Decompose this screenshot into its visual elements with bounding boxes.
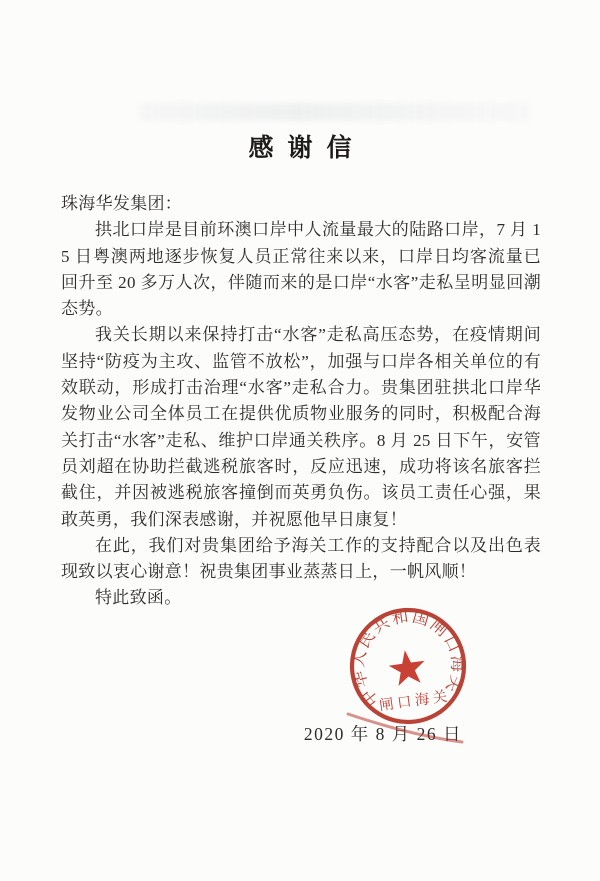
salutation: 珠海华发集团： bbox=[61, 194, 183, 213]
scan-bleed-artifact bbox=[140, 103, 530, 121]
seal-ring-text: 中华人民共和国闸口海关 bbox=[348, 606, 468, 711]
letter-date: 2020 年 8 月 26 日 bbox=[303, 724, 462, 744]
paragraph: 我关长期以来保持打击“水客”走私高压态势，在疫情期间坚持“防疫为主攻、监管不放松”，加强与口岸各相关单位的有效联动，形成打击治理“水客”走私合力。贵集团驻拱北口岸华发物业公司全体员工在提供优质物业服务的同时，积极配合海关打击“水客”走私、维护口岸通关秩序。8 月 25 日下午，安管员刘超在协助拦截逃税旅客时，反应迅速，成功将该名旅客拦截住，并因被逃税旅客撞倒而英勇负伤。该员工责任心强，果敢英勇，我们深表感谢，并祝愿他早日康复！ bbox=[61, 325, 541, 529]
paragraph: 在此，我们对贵集团给予海关工作的支持配合以及出色表现致以衷心谢意！祝贵集团事业蒸蒸日上，一帆风顺！ bbox=[61, 535, 541, 582]
paragraph: 特此致函。 bbox=[95, 588, 182, 608]
letter-title: 感谢信 bbox=[248, 135, 366, 162]
paragraph: 拱北口岸是目前环澳口岸中人流量最大的陆路口岸，7 月 15 日粤澳两地逐步恢复人员正常往来以来，口岸日均客流量已回升至 20 多万人次，伴随而来的是口岸“水客”走私呈明显回潮态势。 bbox=[61, 220, 541, 319]
seal-ring-text-holder bbox=[341, 599, 473, 715]
seal-ring-circle bbox=[345, 603, 471, 729]
seal-center-text: 闸口海关 bbox=[378, 688, 452, 715]
seal-star-icon bbox=[387, 648, 428, 687]
letter-body bbox=[61, 191, 541, 612]
